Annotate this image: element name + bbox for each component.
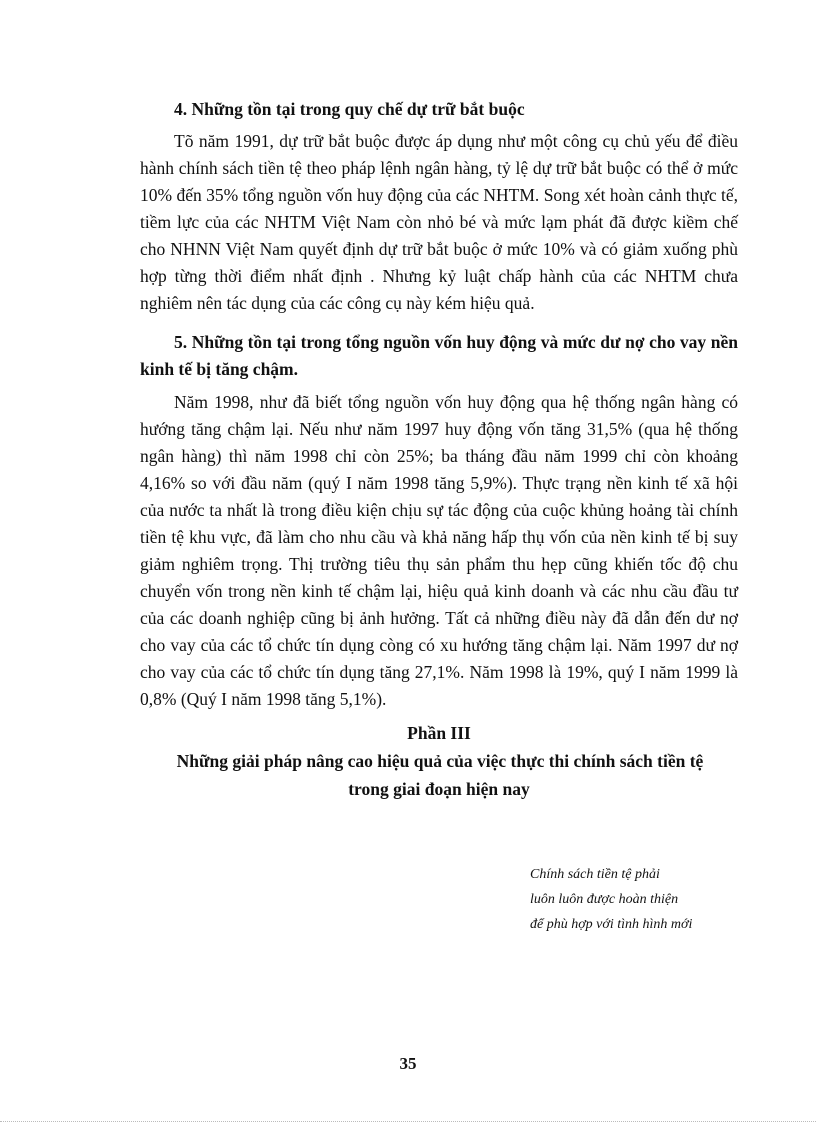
part-3-subtitle-line-2: trong giai đoạn hiện nay: [348, 779, 530, 799]
epigraph-line-1: Chính sách tiền tệ phải: [530, 867, 660, 882]
epigraph: [530, 862, 692, 937]
section-5-heading: 5. Những tồn tại trong tổng nguồn vốn huy động và mức dư nợ cho vay nền kinh tế bị tăng chậm.: [140, 332, 738, 379]
footer-divider: [0, 1121, 816, 1122]
epigraph-line-2: luôn luôn được hoàn thiện: [530, 892, 679, 907]
section-4-heading: 4. Những tồn tại trong quy chế dự trữ bắt buộc: [174, 99, 525, 119]
page-number: 35: [399, 1054, 417, 1073]
part-3-title: Phần III: [407, 723, 471, 743]
section-4-paragraph: Tõ năm 1991, dự trữ bắt buộc được áp dụng như một công cụ chủ yếu để điều hành chính sách tiền tệ theo pháp lệnh ngân hàng, tỷ lệ dự trữ bắt buộc có thể ở mức 10% đến 35% tổng nguồn vốn huy động của các NHTM. Song xét hoàn cảnh thực tế, tiềm lực của các NHTM Việt Nam còn nhỏ bé và mức lạm phát đã được kiềm chế cho NHNN Việt Nam quyết định dự trữ bắt buộc ở mức 10% và có giảm xuống phù hợp từng thời điểm nhất định . Nhưng kỷ luật chấp hành của các NHTM chưa nghiêm nên tác dụng của các công cụ này kém hiệu quả.: [140, 131, 738, 313]
body-content: [140, 96, 738, 803]
part-3-subtitle-line-1: Những giải pháp nâng cao hiệu quả của việc thực thi chính sách tiền tệ: [176, 751, 704, 771]
section-5-paragraph: Năm 1998, như đã biết tổng nguồn vốn huy động qua hệ thống ngân hàng có hướng tăng chậm lại. Nếu như năm 1997 huy động vốn tăng 31,5% (qua hệ thống ngân hàng) thì năm 1998 chỉ còn 25%; ba tháng đầu năm 1999 chỉ còn khoảng 4,16% so với đầu năm (quý I năm 1998 tăng 5,9%). Thực trạng nền kinh tế xã hội của nước ta nhất là trong điều kiện chịu sự tác động của cuộc khủng hoảng tài chính tiền tệ khu vực, đã làm cho nhu cầu và khả năng hấp thụ vốn của nền kinh tế bị suy giảm nghiêm trọng. Thị trường tiêu thụ sản phẩm thu hẹp cũng khiến tốc độ chu chuyển vốn trong nền kinh tế chậm lại, hiệu quả kinh doanh và các nhu cầu đầu tư của các doanh nghiệp cũng bị ảnh hưởng. Tất cả những điều này đã dẫn đến dư nợ cho vay của các tổ chức tín dụng còng có xu hướng tăng chậm lại. Năm 1997 dư nợ cho vay của các tổ chức tín dụng tăng 27,1%. Năm 1998 là 19%, quý I năm 1999 là 0,8% (Quý I năm 1998 tăng 5,1%).: [140, 392, 738, 709]
epigraph-line-3: để phù hợp với tình hình mới: [530, 917, 693, 932]
